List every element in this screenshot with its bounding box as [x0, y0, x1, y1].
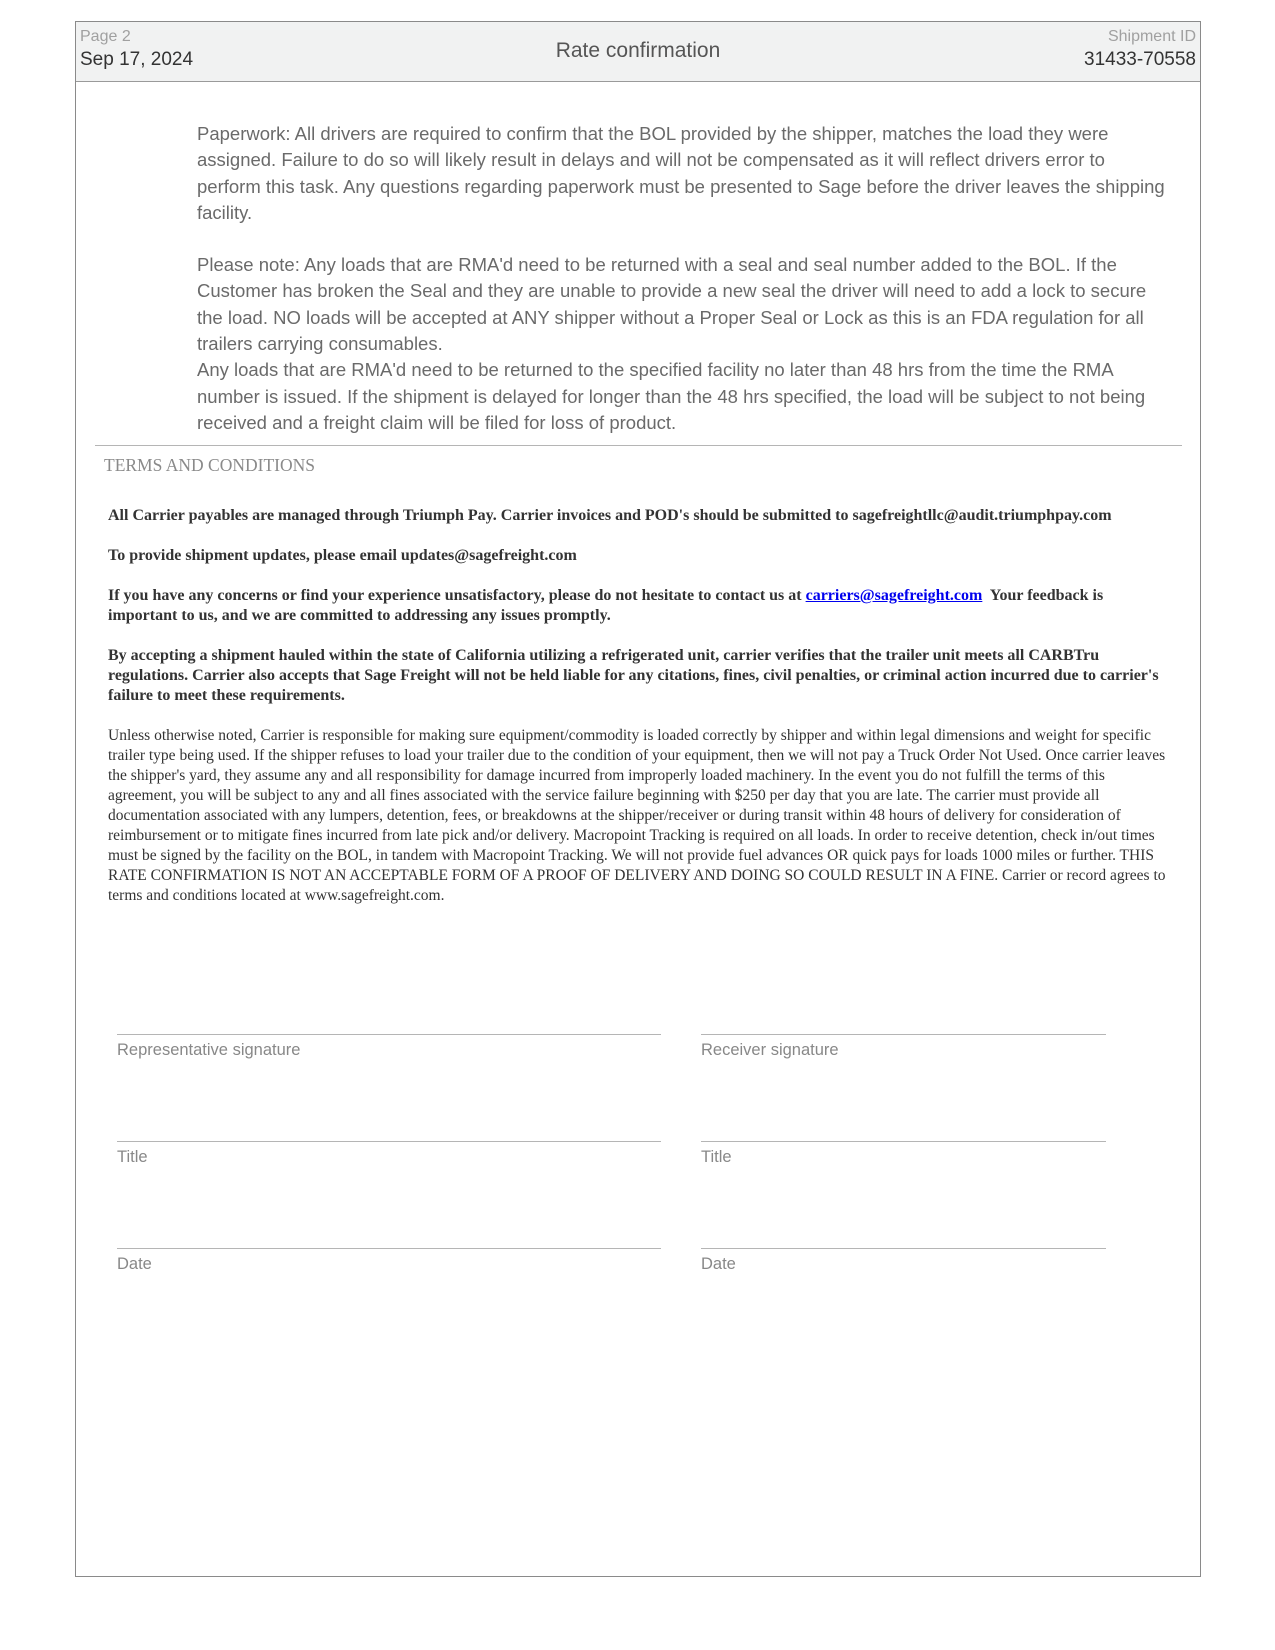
rec-signature-label: Receiver signature: [701, 1041, 839, 1059]
rec-title-label: Title: [701, 1148, 732, 1166]
rec-signature-line[interactable]: [701, 1034, 1106, 1035]
payables-term: All Carrier payables are managed through Triumph Pay. Carrier invoices and POD's should be submitted to sagefreightllc@audit.triumphpay.com: [108, 507, 1112, 524]
rma-note: Any loads that are RMA'd need to be returned to the specified facility no later than 48 hrs from the time the RMA number is issued. If the shipment is delayed for longer than the 48 hrs specified, the load will be subject to not being received and a freight claim will be filed for loss of product.: [197, 359, 1146, 433]
updates-term: To provide shipment updates, please email updates@sagefreight.com: [108, 547, 577, 564]
document-date: Sep 17, 2024: [80, 49, 194, 70]
rep-signature-label: Representative signature: [117, 1041, 301, 1059]
shipment-notes: [197, 121, 1167, 436]
document-page: [75, 21, 1201, 1577]
section-divider: [95, 445, 1182, 446]
carriers-email-link[interactable]: carriers@sagefreight.com: [805, 587, 983, 604]
rep-title-line[interactable]: [117, 1141, 661, 1142]
rec-date-label: Date: [701, 1255, 736, 1273]
header-right: [1084, 27, 1196, 73]
rep-date-line[interactable]: [117, 1248, 661, 1249]
page-number: Page 2: [80, 28, 131, 45]
rec-date-line[interactable]: [701, 1248, 1106, 1249]
shipment-id: 31433-70558: [1084, 49, 1196, 70]
rep-title-label: Title: [117, 1148, 148, 1166]
rep-signature-line[interactable]: [117, 1034, 661, 1035]
california-term: By accepting a shipment hauled within the state of California utilizing a refrigerated unit, carrier verifies that the trailer unit meets all CARBTru regulations. Carrier also accepts that Sage Freight will not be held liable for any citations, fines, civil penalties, or criminal action incurred due to carrier's failure to meet these requirements.: [108, 647, 1159, 704]
rep-date-label: Date: [117, 1255, 152, 1273]
general-terms: Unless otherwise noted, Carrier is responsible for making sure equipment/commodity is loaded correctly by shipper and within legal dimensions and weight for specific trailer type being used. If the shipper refuses to load your trailer due to the condition of your equipment, then we will not pay a Truck Order Not Used. Once carrier leaves the shipper's yard, they assume any and all responsibility for damage incurred from improperly loaded machinery. In the event you do not fulfill the terms of this agreement, you will be subject to any and all fines associated with the service failure beginning with $250 per day that you are late. The carrier must provide all documentation associated with any lumpers, detention, fees, or breakdowns at the shipper/receiver or during transit within 48 hours of delivery for consideration of reimbursement or to mitigate fines incurred from late pick and/or delivery. Macropoint Tracking is required on all loads. In order to receive detention, check in/out times must be signed by the facility on the BOL, in tandem with Macropoint Tracking. We will not provide fuel advances OR quick pays for loads 1000 miles or further. THIS RATE CONFIRMATION IS NOT AN ACCEPTABLE FORM OF A PROOF OF DELIVERY AND DOING SO COULD RESULT IN A FINE. Carrier or record agrees to terms and conditions located at www.sagefreight.com.: [108, 727, 1166, 904]
paperwork-note: Paperwork: All drivers are required to confirm that the BOL provided by the shipper, matches the load they were assigned. Failure to do so will likely result in delays and will not be compensated as it will reflect drivers error to perform this task. Any questions regarding paperwork must be presented to Sage before the driver leaves the shipping facility.: [197, 123, 1165, 223]
document-title: Rate confirmation: [555, 39, 721, 62]
rec-title-line[interactable]: [701, 1141, 1106, 1142]
terms-heading: TERMS AND CONDITIONS: [104, 455, 315, 475]
terms-body: [108, 506, 1168, 926]
concerns-term: [108, 586, 1168, 626]
page-header: [76, 22, 1200, 82]
concerns-text: If you have any concerns or find your experience unsatisfactory, please do not hesitate to contact us at: [108, 587, 806, 604]
shipment-id-label: Shipment ID: [1107, 28, 1196, 45]
seal-note: Please note: Any loads that are RMA'd need to be returned with a seal and seal number added to the BOL. If the Customer has broken the Seal and they are unable to provide a new seal the driver will need to add a lock to secure the load. NO loads will be accepted at ANY shipper without a Proper Seal or Lock as this is an FDA regulation for all trailers carrying consumables.: [197, 254, 1147, 355]
concerns-text-end: Your feedback is important to us, and we are committed to addressing any issues promptly.: [108, 587, 1108, 624]
